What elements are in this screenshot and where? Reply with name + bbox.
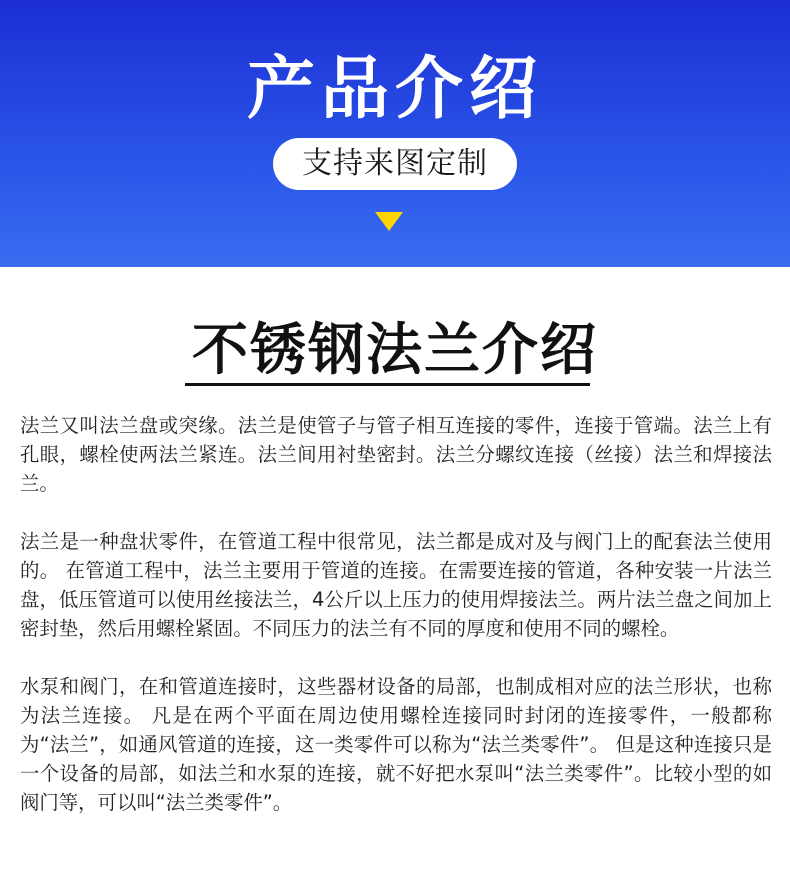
title-underline <box>185 383 590 386</box>
paragraph-intro: 法兰又叫法兰盘或突缘。法兰是使管子与管子相互连接的零件，连接于管端。法兰上有孔眼，螺栓使两法兰紧连。法兰间用衬垫密封。法兰分螺纹连接（丝接）法兰和焊接法兰。 <box>20 414 772 495</box>
hero-banner <box>0 0 790 267</box>
triangle-down-icon <box>375 212 403 231</box>
banner-title: 产品介绍 <box>246 50 543 129</box>
paragraph-usage: 法兰是一种盘状零件，在管道工程中很常见，法兰都是成对及与阀门上的配套法兰使用的。 在管道工程中，法兰主要用于管道的连接。在需要连接的管道，各种安装一片法兰盘，低压管道可以使用丝接法兰，4公斤以上压力的使用焊接法兰。两片法兰盘之间加上密封垫，然后用螺栓紧固。不同压力的法兰有不同的厚度和使用不同的螺栓。 <box>20 530 772 640</box>
custom-order-badge: 支持来图定制 <box>273 138 517 190</box>
article-body <box>20 411 772 846</box>
section-title: 不锈钢法兰介绍 <box>192 318 598 383</box>
paragraph-connection: 水泵和阀门，在和管道连接时，这些器材设备的局部，也制成相对应的法兰形状，也称为法兰连接。 凡是在两个平面在周边使用螺栓连接同时封闭的连接零件，一般都称为“法兰”，如通风管道的连接，这一类零件可以称为“法兰类零件”。 但是这种连接只是一个设备的局部，如法兰和水泵的连接，就不好把水泵叫“法兰类零件”。比较小型的如阀门等，可以叫“法兰类零件”。 <box>20 675 772 814</box>
